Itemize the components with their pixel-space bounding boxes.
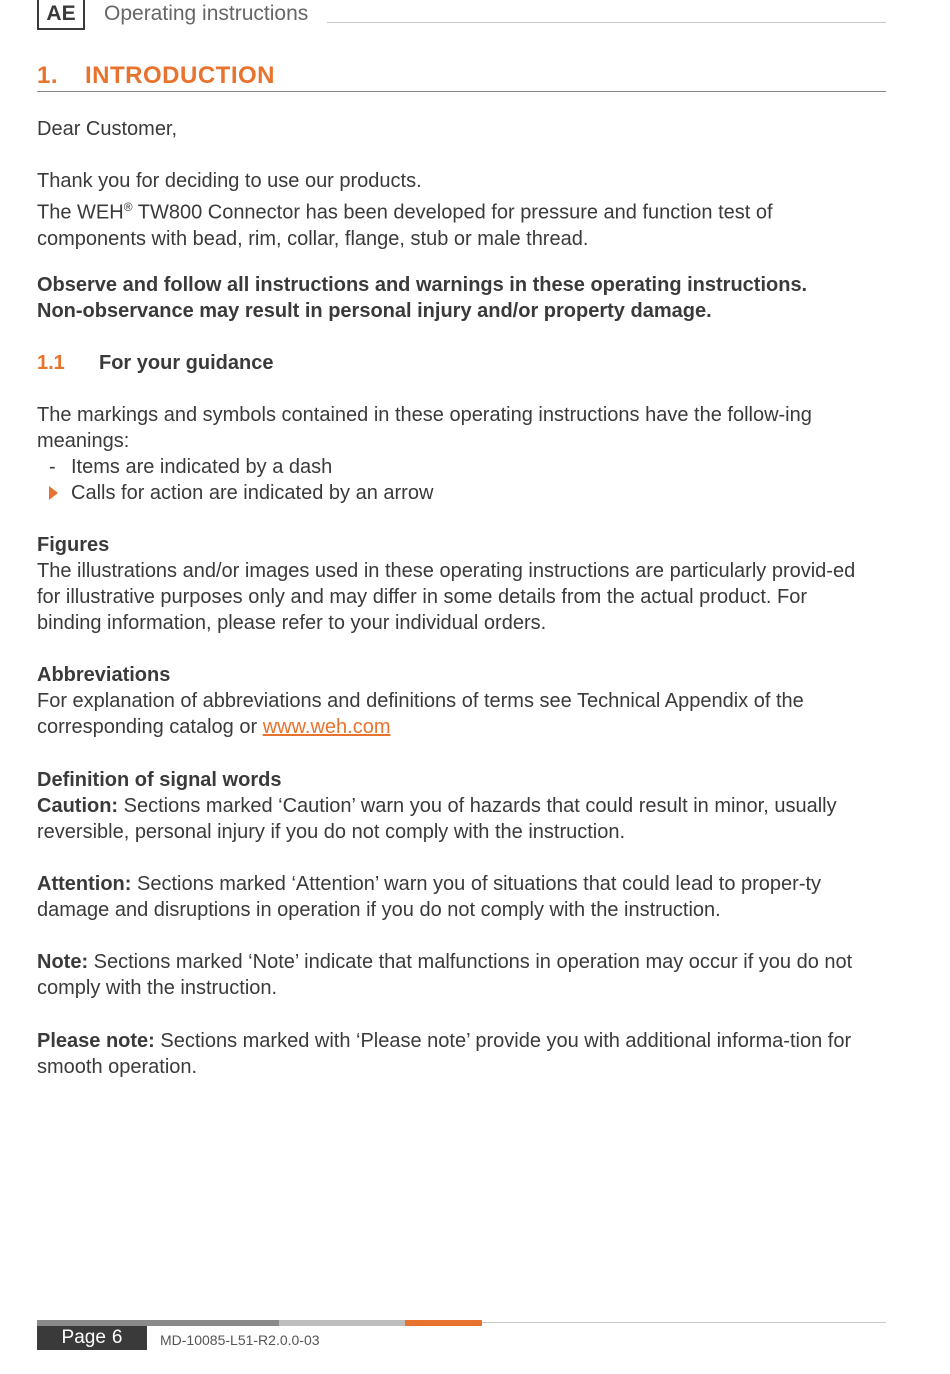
header-title: Operating instructions [104,2,309,25]
list-item [49,454,332,480]
arrow-icon [49,486,58,500]
figures-text: The illustrations and/or images used in these operating instructions are particularly provid-ed for illustrative purposes only and may differ in some details from the actual product. For binding information, please refer to your individual orders. [37,560,856,634]
attention-text: Sections marked ‘Attention’ warn you of situations that could lead to proper-ty damage and disruptions in operation if you do not comply with the instruction. [37,873,822,921]
figures-heading: Figures [37,534,110,556]
subsection-title: For your guidance [99,352,274,374]
attention-definition [37,871,872,923]
footer-bar-grey [279,1320,405,1326]
greeting: Dear Customer, [37,118,178,140]
warning-line-1: Observe and follow all instructions and warnings in these operating instructions. [37,274,808,296]
document-id: MD-10085-L51-R2.0.0-03 [160,1332,320,1348]
section-heading [37,62,275,90]
product-text-rest: TW800 Connector has been developed for pressure and function test of components with bead, rim, collar, flange, stub or male thread. [37,201,773,250]
page-number-badge [37,1326,147,1350]
dash-marker: - [49,456,56,478]
please-note-label: Please note: [37,1030,155,1052]
list-item [49,480,433,506]
list-item-text: Items are indicated by a dash [71,456,333,478]
note-definition [37,949,867,1001]
list-item-text: Calls for action are indicated by an arrow [71,482,434,504]
signal-words-heading: Definition of signal words [37,769,282,791]
product-text-start: The WEH [37,201,124,224]
website-link[interactable]: www.weh.com [262,716,391,738]
caution-definition [37,793,857,845]
header-rule [327,22,886,23]
note-label: Note: [37,951,89,973]
note-text: Sections marked ‘Note’ indicate that malfunctions in operation may occur if you do not comply with the instruction. [37,951,853,999]
thanks-text: Thank you for deciding to use our products. [37,170,422,192]
please-note-text: Sections marked with ‘Please note’ provide you with additional informa-tion for smooth operation. [37,1030,852,1078]
subsection-number: 1.1 [37,352,65,374]
caution-text: Sections marked ‘Caution’ warn you of hazards that could result in minor, usually reversible, personal injury if you do not comply with the instruction. [37,795,837,843]
subsection-heading [37,350,887,376]
registered-mark: ® [123,200,133,214]
footer-rule [482,1322,886,1323]
product-description [37,194,857,252]
attention-label: Attention: [37,873,132,895]
warning-line-2: Non-observance may result in personal injury and/or property damage. [37,300,712,322]
please-note-definition [37,1028,857,1080]
page-label: Page [61,1327,106,1348]
page-number: 6 [111,1327,123,1348]
section-rule [37,91,886,92]
footer-bar-accent [405,1320,482,1326]
section-title: INTRODUCTION [85,62,275,89]
guidance-intro: The markings and symbols contained in these operating instructions have the follow-ing meanings: [37,404,812,452]
caution-label: Caution: [37,795,119,817]
abbreviations-text [37,688,887,740]
abbreviations-body: For explanation of abbreviations and definitions of terms see Technical Appendix of the corresponding catalog or [37,690,804,738]
section-number: 1. [37,62,59,89]
language-code-badge: AE [37,0,85,30]
abbreviations-heading: Abbreviations [37,664,171,686]
